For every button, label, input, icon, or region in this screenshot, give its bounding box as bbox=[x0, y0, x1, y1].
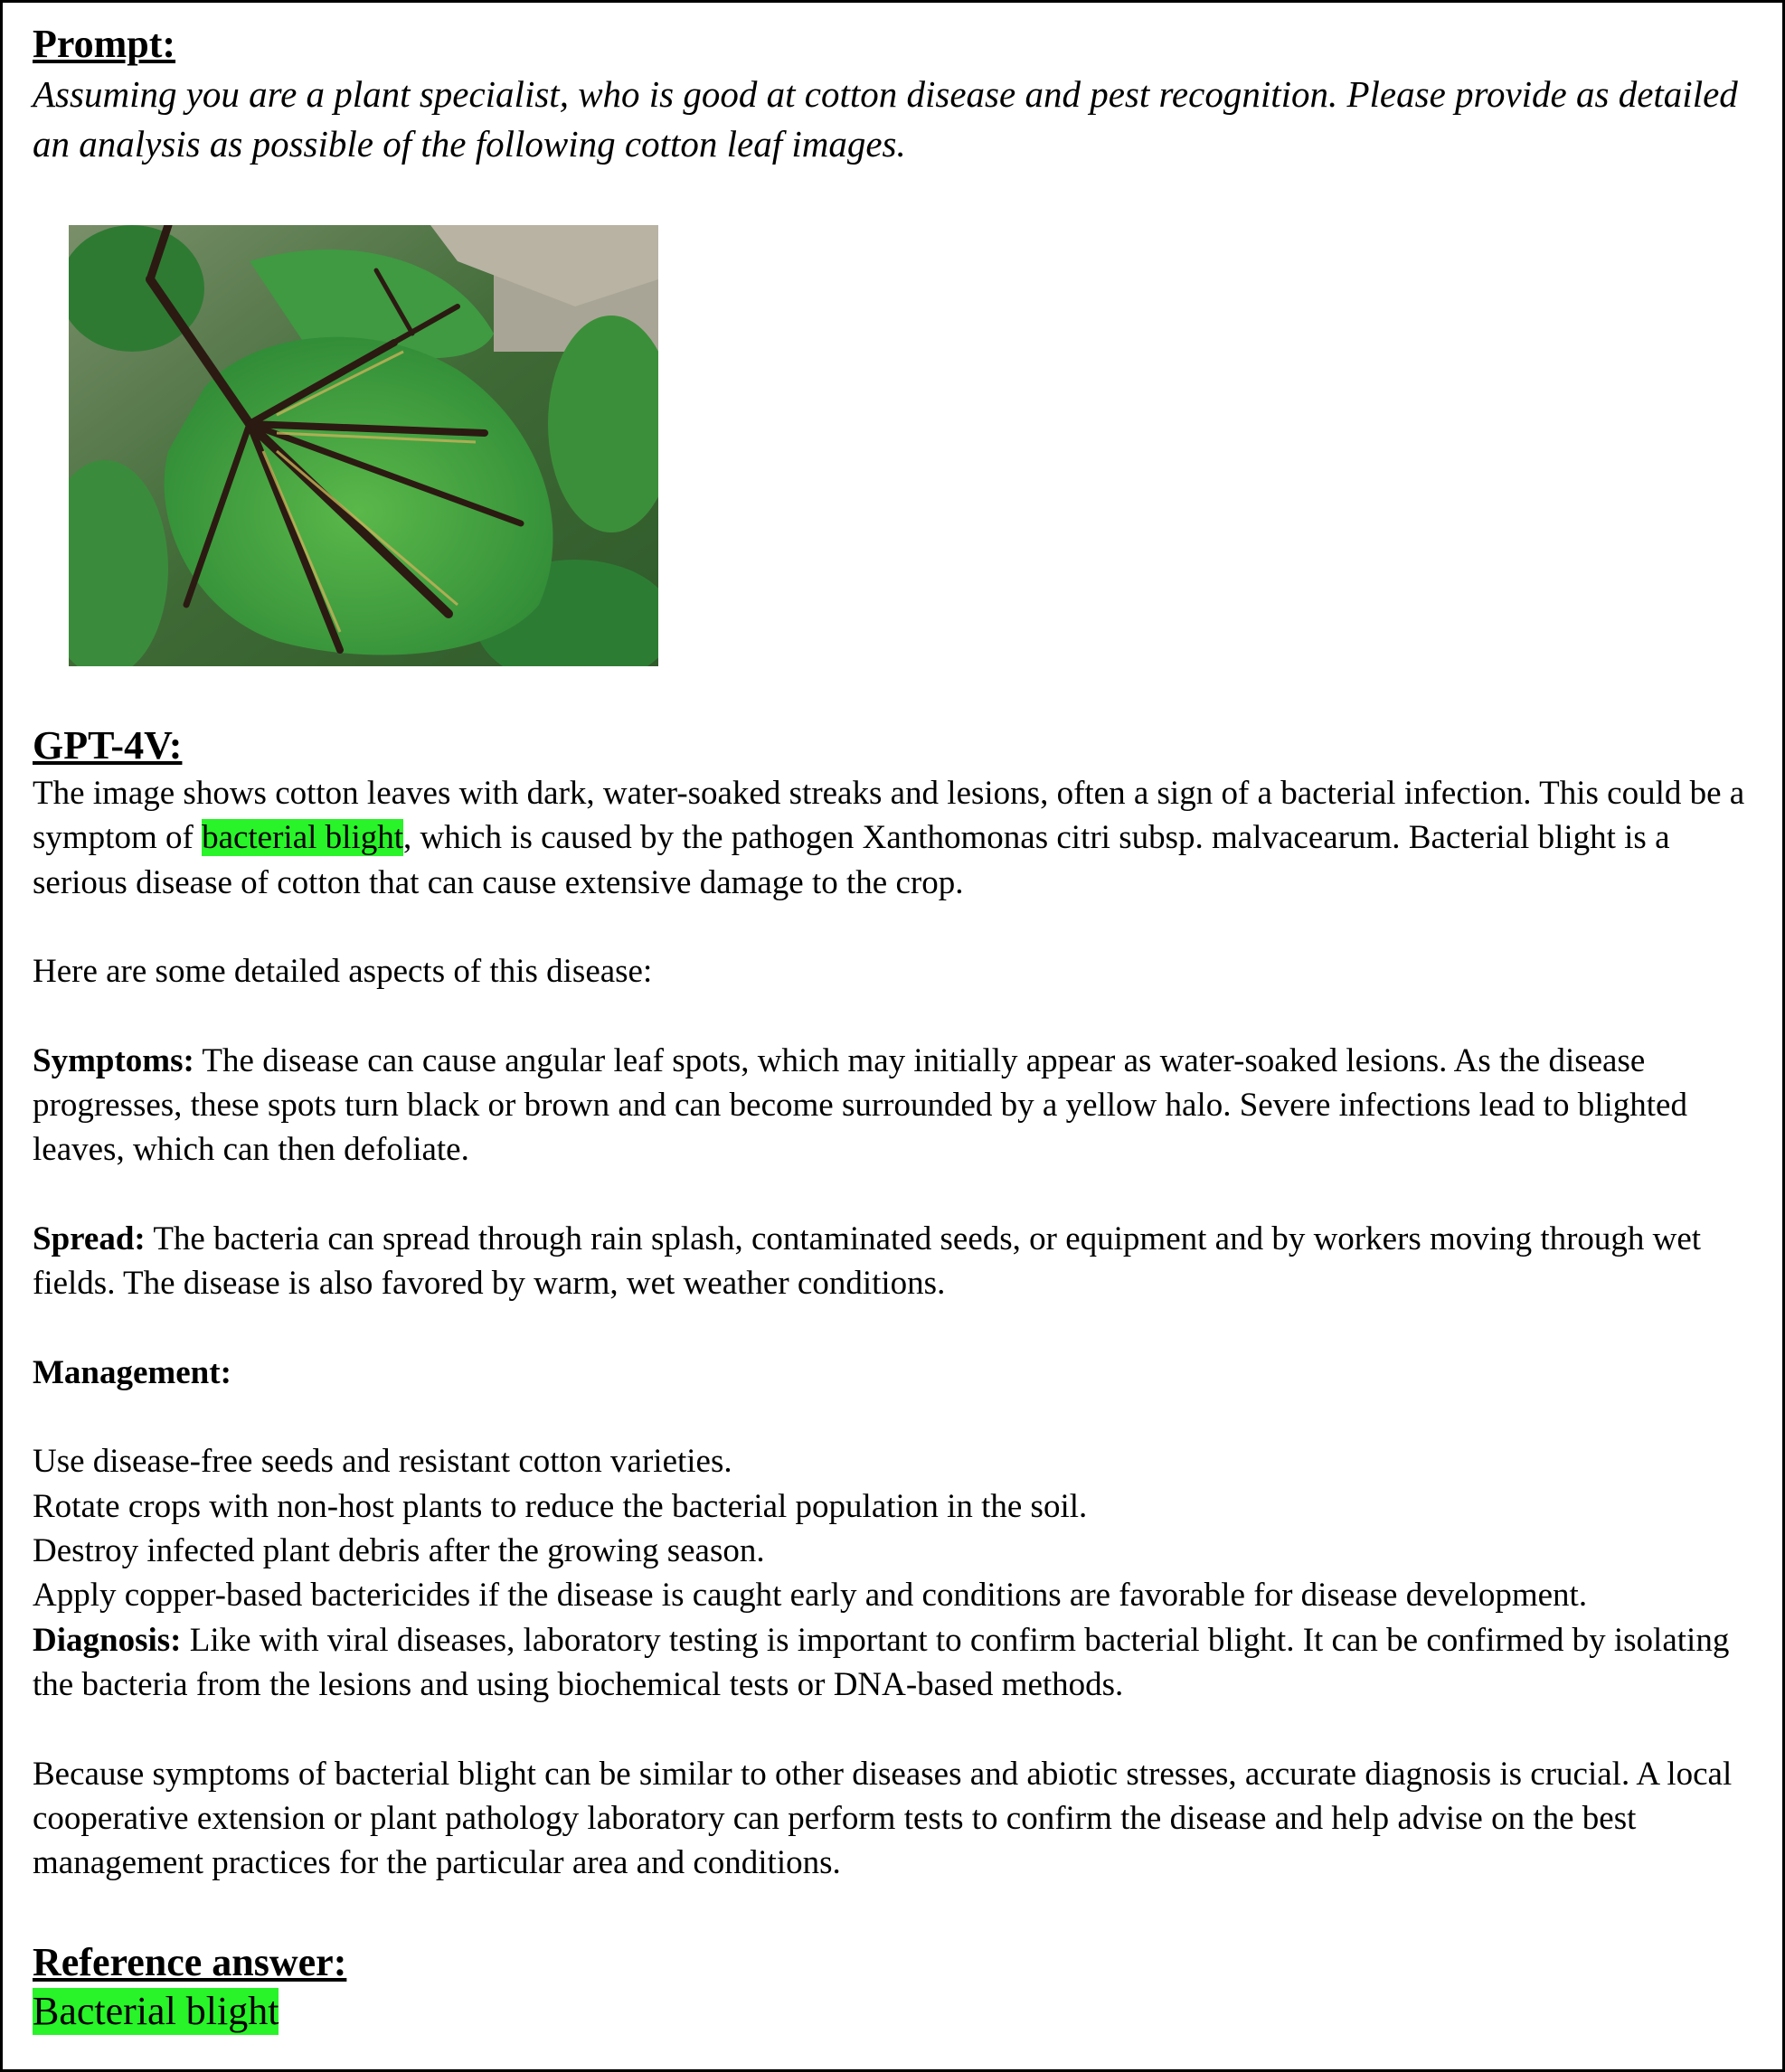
content-area bbox=[33, 19, 1760, 2033]
leaf-image-icon bbox=[69, 225, 658, 666]
closing-paragraph: Because symptoms of bacterial blight can be similar to other diseases and abiotic stresses, accurate diagnosis is crucial. A local cooperative extension or plant pathology laboratory can perform tests to confirm the disease and help advise on the best management practices for the particular area and conditions. bbox=[33, 1755, 1733, 1882]
management-label: Management: bbox=[33, 1353, 231, 1391]
diagnosis-paragraph bbox=[33, 1618, 1760, 1708]
symptoms-text: The disease can cause angular leaf spots, which may initially appear as water-soaked lesions. As the disease progresses, these spots turn black or brown and can become surrounded by a yellow halo. Severe infections lead to blighted leaves, which can then defoliate. bbox=[33, 1041, 1687, 1169]
intro-after: , which is caused by the pathogen Xanthomonas citri subsp. malvacearum. Bacterial blight is a serious disease of cotton that can cause extensive damage to the crop. bbox=[33, 819, 1670, 901]
spread-text: The bacteria can spread through rain splash, contaminated seeds, or equipment and by workers moving through wet fields. The disease is also favored by warm, wet weather conditions. bbox=[33, 1220, 1702, 1303]
symptoms-label: Symptoms: bbox=[33, 1041, 194, 1079]
prompt-heading: Prompt: bbox=[33, 22, 176, 66]
spread-paragraph bbox=[33, 1217, 1760, 1306]
management-item: Destroy infected plant debris after the growing season. bbox=[33, 1532, 765, 1570]
reference-answer: Bacterial blight bbox=[33, 1989, 279, 2033]
aspects-intro: Here are some detailed aspects of this disease: bbox=[33, 953, 653, 991]
diagnosis-text: Like with viral diseases, laboratory testing is important to confirm bacterial blight. It can be confirmed by isolating the bacteria from the lesions and using biochemical tests or DNA-based methods. bbox=[33, 1621, 1730, 1703]
reference-section bbox=[33, 1939, 1760, 2035]
highlight-bacterial-blight: bacterial blight bbox=[202, 819, 404, 857]
diagnosis-label: Diagnosis: bbox=[33, 1621, 182, 1659]
management-item: Rotate crops with non-host plants to reduce the bacterial population in the soil. bbox=[33, 1487, 1088, 1525]
management-item: Apply copper-based bactericides if the disease is caught early and conditions are favorable for disease development. bbox=[33, 1577, 1588, 1615]
spread-label: Spread: bbox=[33, 1220, 146, 1257]
response-intro bbox=[33, 771, 1760, 905]
intro-before: The image shows cotton leaves with dark, water-soaked streaks and lesions, often a sign of a bacterial infection. This could be a symptom of bbox=[33, 775, 1745, 857]
symptoms-paragraph bbox=[33, 1039, 1760, 1173]
response-heading: GPT-4V: bbox=[33, 723, 183, 768]
management-item: Use disease-free seeds and resistant cotton varieties. bbox=[33, 1443, 732, 1481]
reference-heading: Reference answer: bbox=[33, 1940, 347, 1984]
cotton-leaf-photo bbox=[69, 225, 658, 666]
prompt-text: Assuming you are a plant specialist, who is good at cotton disease and pest recognition. Please provide as detailed an analysis as possible of the following cotton leaf images. bbox=[33, 73, 1738, 165]
response-section bbox=[33, 720, 1760, 1885]
